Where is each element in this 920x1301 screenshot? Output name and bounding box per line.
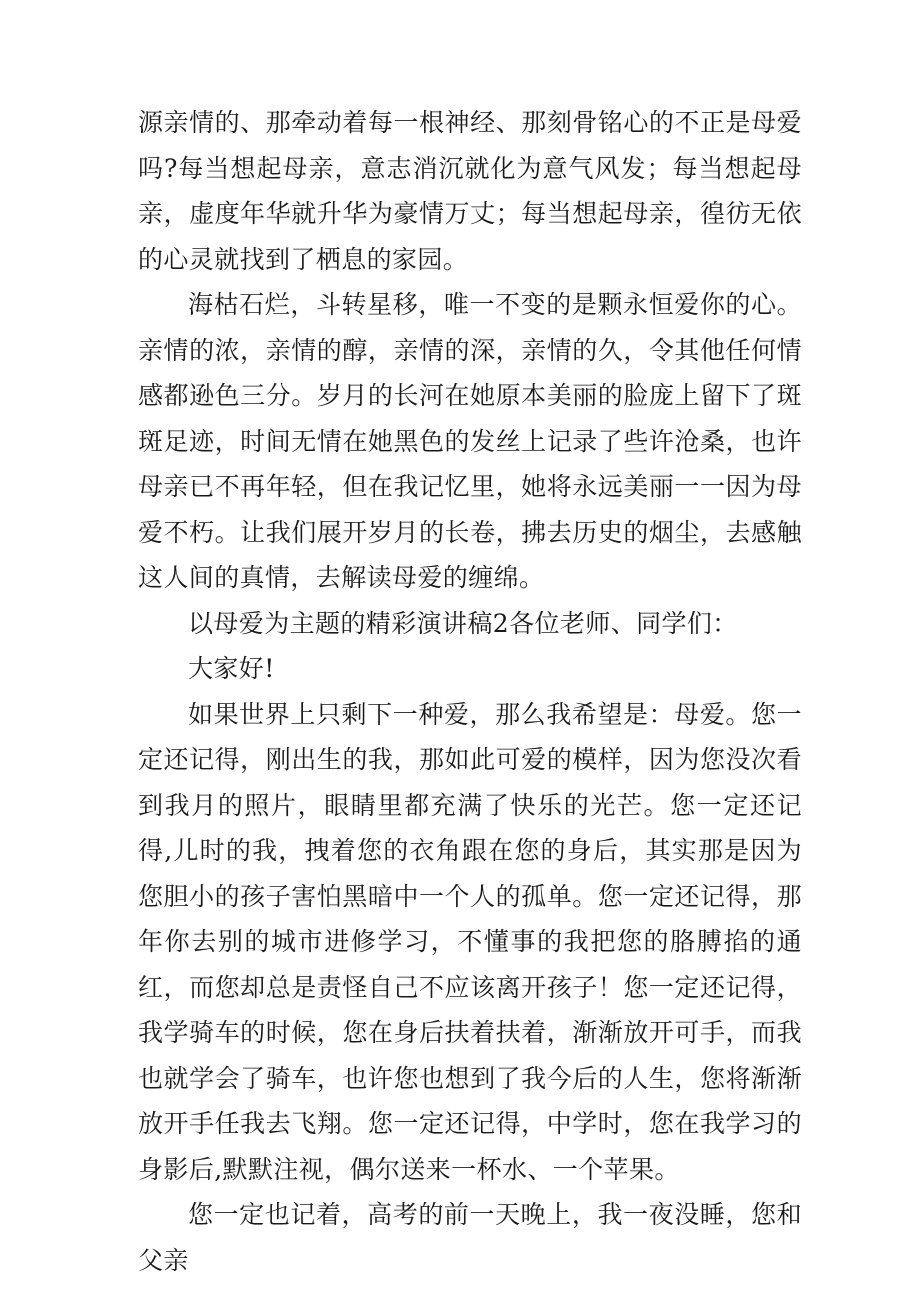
paragraph-4-greeting: 大家好!	[188, 654, 275, 683]
paragraph-2: 海枯石烂，斗转星移，唯一不变的是颗永恒爱你的心。亲情的浓，亲情的醇，亲情的深，亲情的久，令其他任何情感都逊色三分。岁月的长河在她原本美丽的脸庞上留下了斑斑足迹，时间无情在她黑色的发丝上记录了些许沧桑，也许母亲已不再年轻，但在我记忆里，她将永远美丽一一因为母爱不朽。让我们展开岁月的长卷，拂去历史的烟尘，去感触这人间的真情，去解读母爱的缠绵。	[138, 290, 802, 592]
document-body	[138, 100, 802, 1283]
paragraph-1: 源亲情的、那牵动着每一根神经、那刻骨铭心的不正是母爱吗?每当想起母亲，意志消沉就化为意气风发；每当想起母亲，虚度年华就升华为豪情万丈；每当想起母亲，徨彷无依的心灵就找到了栖息的家园。	[138, 108, 802, 274]
paragraph-5: 如果世界上只剩下一种爱，那么我希望是：母爱。您一定还记得，刚出生的我，那如此可爱的模样，因为您没次看到我月的照片，眼睛里都充满了快乐的光芒。您一定还记得,儿时的我，拽着您的衣角跟在您的身后，其实那是因为您胆小的孩子害怕黑暗中一个人的孤单。您一定还记得，那年你去别的城市进修学习，不懂事的我把您的胳膊掐的通红，而您却总是责怪自己不应该离开孩子！您一定还记得，我学骑车的时候，您在身后扶着扶着，渐渐放开可手，而我也就学会了骑车，也许您也想到了我今后的人生，您将渐渐放开手任我去飞翔。您一定还记得，中学时，您在我学习的身影后,默默注视，偶尔送来一杯水、一个苹果。	[138, 699, 802, 1184]
paragraph-3-speech-title: 以母爱为主题的精彩演讲稿2各位老师、同学们：	[188, 608, 738, 638]
paragraph-6: 您一定也记着，高考的前一天晚上，我一夜没睡，您和父亲	[138, 1200, 802, 1275]
